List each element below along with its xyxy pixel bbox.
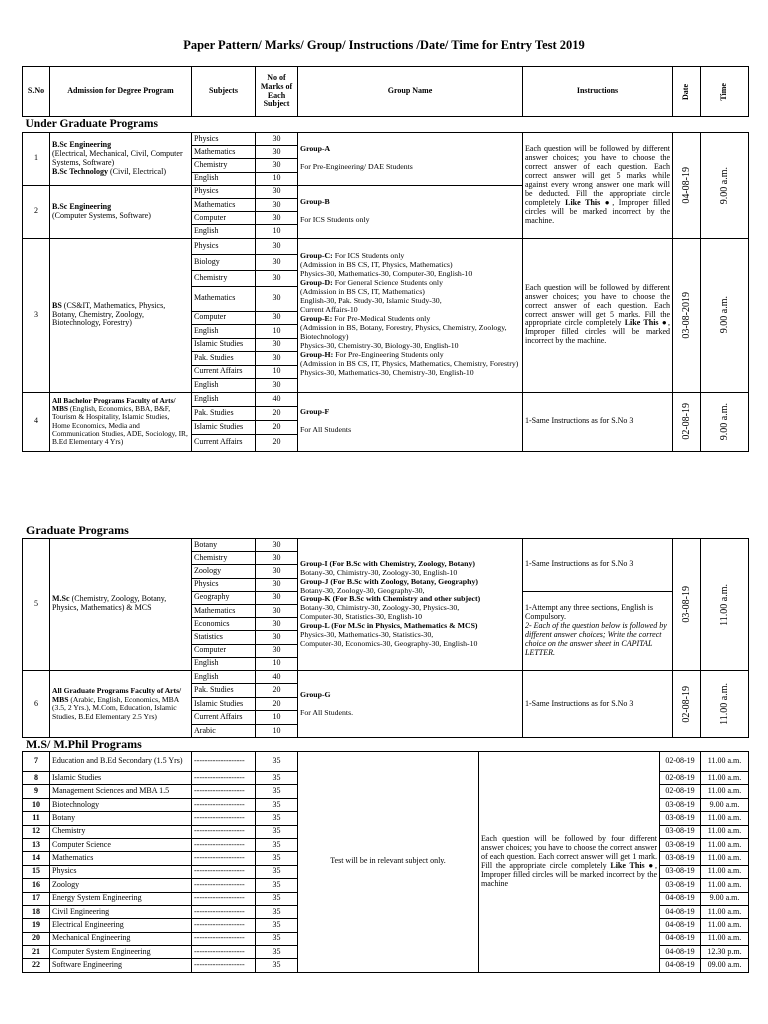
program-detail: (English, Economics, BBA, B&F, Tourism & Hospitality, Islamic Studies, Home Economics, Media and Communication Studies, ADE, Sociology, IR, B.Ed Elementary 4 Yrs) bbox=[52, 404, 188, 446]
group-subjects: (Admission in BS CS, IT, Mathematics) bbox=[300, 287, 425, 297]
marks-cell: 30 bbox=[256, 159, 298, 172]
marks-cell: 10 bbox=[256, 711, 298, 725]
sno-cell: 10 bbox=[23, 798, 50, 811]
program-cell bbox=[50, 670, 192, 738]
program-cell: Computer System Engineering bbox=[50, 946, 192, 959]
program-detail: (Civil, Electrical) bbox=[108, 166, 166, 176]
group-subjects: Botany-30, Chimistry-30, Zoology-30, English-10 bbox=[300, 567, 458, 577]
marks-cell: 10 bbox=[256, 325, 298, 339]
marks-cell: 30 bbox=[256, 238, 298, 254]
program-cell bbox=[50, 392, 192, 451]
time-cell: 11.00 a.m. bbox=[701, 825, 749, 838]
program-cell: Energy System Engineering bbox=[50, 892, 192, 905]
program-cell: Software Engineering bbox=[50, 959, 192, 972]
instr-text: 1-Attempt any three sections, English is Compulsory. bbox=[525, 602, 653, 621]
program-cell: Zoology bbox=[50, 879, 192, 892]
marks-cell: 30 bbox=[256, 352, 298, 366]
marks-cell: 30 bbox=[256, 146, 298, 159]
group-cell bbox=[298, 238, 523, 392]
group-title: Group-C: bbox=[300, 251, 333, 261]
program-cell: Islamic Studies bbox=[50, 772, 192, 785]
marks-cell: 35 bbox=[256, 812, 298, 825]
date-cell: 04-08-19 bbox=[660, 905, 701, 918]
sno-cell: 1 bbox=[23, 133, 50, 186]
instructions-cell bbox=[523, 238, 673, 392]
date-cell: 03-08-19 bbox=[660, 825, 701, 838]
program-cell: Civil Engineering bbox=[50, 905, 192, 918]
marks-cell: 30 bbox=[256, 185, 298, 198]
program-cell: Physics bbox=[50, 865, 192, 878]
instructions-cell bbox=[523, 591, 673, 670]
subject-cell: Physics bbox=[192, 578, 256, 591]
subject-cell: Geography bbox=[192, 591, 256, 604]
sno-cell: 5 bbox=[23, 539, 50, 671]
program-name-bold: All Bachelor Programs Faculty of Arts/ MBS bbox=[52, 396, 176, 414]
program-detail: (Computer Systems, Software) bbox=[52, 210, 151, 220]
marks-cell: 30 bbox=[256, 338, 298, 352]
subject-cell: Chemistry bbox=[192, 270, 256, 286]
table-row bbox=[23, 539, 749, 552]
instr-text: , Improper filled circles will be marked incorrect by the machine. bbox=[525, 318, 671, 346]
sno-cell: 7 bbox=[23, 752, 50, 772]
marks-cell: 35 bbox=[256, 879, 298, 892]
marks-cell: 35 bbox=[256, 865, 298, 878]
time-cell: 11.00 a.m. bbox=[701, 932, 749, 945]
marks-cell: 30 bbox=[256, 133, 298, 146]
subject-cell: Arabic bbox=[192, 724, 256, 738]
instr-text: Each question will be followed by different answer choices; you have to choose the correct answer of each question. Each correct answer will get 5 marks. Fill the appropriate circle completely bbox=[525, 282, 670, 328]
date-cell: 03-08-19 bbox=[673, 539, 701, 671]
graduate-table bbox=[22, 538, 749, 738]
program-cell bbox=[50, 185, 192, 238]
sno-cell: 15 bbox=[23, 865, 50, 878]
sno-cell: 4 bbox=[23, 392, 50, 451]
header-time: Time bbox=[701, 67, 749, 117]
group-subjects: Physics-30, Mathematics-30, Chemistry-30, English-10 bbox=[300, 367, 474, 377]
subject-cell: ------------------- bbox=[192, 919, 256, 932]
marks-cell: 30 bbox=[256, 631, 298, 644]
sno-cell: 18 bbox=[23, 905, 50, 918]
group-subjects: Physics-30, Mathematics-30, Statistics-30, bbox=[300, 630, 434, 640]
group-subjects: English-30, Pak. Study-30, Islamic Study-30, bbox=[300, 296, 442, 306]
subject-cell: Mathematics bbox=[192, 286, 256, 311]
group-title: Group-G bbox=[300, 689, 331, 699]
subject-cell: ------------------- bbox=[192, 932, 256, 945]
marks-cell: 35 bbox=[256, 892, 298, 905]
group-subjects: Physics-30, Chemistry-30, Biology-30, English-10 bbox=[300, 340, 459, 350]
program-name-bold: BS bbox=[52, 300, 62, 310]
subject-cell: English bbox=[192, 392, 256, 406]
program-detail: (CS&IT, Mathematics, Physics, Botany, Chemistry, Zoology, Biotechnology, Forestry) bbox=[52, 300, 166, 328]
subject-cell: English bbox=[192, 670, 256, 684]
sno-cell: 16 bbox=[23, 879, 50, 892]
group-subjects: (Admission in BS CS, IT, Physics, Mathematics) bbox=[300, 260, 453, 270]
marks-cell: 30 bbox=[256, 212, 298, 225]
marks-cell: 20 bbox=[256, 684, 298, 698]
instr-text: 1-Same Instructions as for S.No 3 bbox=[525, 698, 634, 708]
program-cell: Mathematics bbox=[50, 852, 192, 865]
instr-text: , Improper filled circles will be marked incorrect by the machine bbox=[481, 860, 657, 888]
group-subjects: (Admission in BS CS, IT, Physics, Mathematics, Chemistry, Forestry) bbox=[300, 358, 519, 368]
group-desc: For Pre-Medical Students only bbox=[332, 314, 431, 323]
instructions-cell bbox=[523, 133, 673, 239]
subject-cell: Islamic Studies bbox=[192, 697, 256, 711]
subject-cell: ------------------- bbox=[192, 798, 256, 811]
group-desc: For All Students. bbox=[300, 707, 354, 717]
instr-text: 1-Same Instructions as for S.No 3 bbox=[525, 559, 634, 569]
group-subjects: Computer-30, Economics-30, Geography-30, English-10 bbox=[300, 639, 478, 649]
sno-cell: 14 bbox=[23, 852, 50, 865]
marks-cell: 20 bbox=[256, 406, 298, 420]
subject-cell: Physics bbox=[192, 133, 256, 146]
program-cell bbox=[50, 539, 192, 671]
marks-cell: 10 bbox=[256, 365, 298, 379]
time-cell: 11.00 a.m. bbox=[701, 905, 749, 918]
sno-cell: 3 bbox=[23, 238, 50, 392]
marks-cell: 30 bbox=[256, 591, 298, 604]
date-cell: 02-08-19 bbox=[673, 392, 701, 451]
instr-emphasis: Like This ● bbox=[565, 197, 613, 207]
group-title: Group-E: bbox=[300, 314, 333, 323]
subject-cell: Mathematics bbox=[192, 604, 256, 617]
subject-cell: ------------------- bbox=[192, 825, 256, 838]
group-title: Group-H: bbox=[300, 349, 334, 359]
mphil-table bbox=[22, 751, 749, 973]
group-desc: For General Science Students only bbox=[332, 278, 443, 288]
instructions-cell bbox=[523, 670, 673, 738]
table-row bbox=[23, 392, 749, 406]
program-cell: Electrical Engineering bbox=[50, 919, 192, 932]
instr-emphasis: Like This ● bbox=[610, 860, 655, 870]
time-cell: 11.00 a.m. bbox=[701, 772, 749, 785]
program-name-bold: M.Sc bbox=[52, 594, 70, 604]
section-heading-grad: Graduate Programs bbox=[26, 523, 129, 537]
marks-cell: 20 bbox=[256, 420, 298, 434]
subject-cell: Pak. Studies bbox=[192, 406, 256, 420]
program-name-bold: B.Sc Technology bbox=[52, 166, 109, 176]
time-cell: 9.00 a.m. bbox=[701, 238, 749, 392]
group-title: Group-I (For B.Sc with Chemistry, Zoology, Botany) bbox=[300, 558, 475, 568]
group-title: Group-F bbox=[300, 407, 330, 417]
program-name-bold: B.Sc Engineering bbox=[52, 139, 112, 149]
marks-cell: 40 bbox=[256, 392, 298, 406]
marks-cell: 35 bbox=[256, 946, 298, 959]
subject-cell: ------------------- bbox=[192, 838, 256, 851]
group-subjects: Botany-30, Chimistry-30, Zoology-30, Physics-30, bbox=[300, 603, 460, 613]
marks-cell: 30 bbox=[256, 565, 298, 578]
group-desc: For Pre-Engineering/ DAE Students bbox=[300, 162, 413, 172]
subject-cell: Statistics bbox=[192, 631, 256, 644]
subject-cell: Current Affairs bbox=[192, 434, 256, 451]
subject-cell: ------------------- bbox=[192, 879, 256, 892]
header-group: Group Name bbox=[298, 67, 523, 117]
time-cell: 9.00 a.m. bbox=[701, 798, 749, 811]
subject-cell: Islamic Studies bbox=[192, 338, 256, 352]
group-title: Group-J (For B.Sc with Zoology, Botany, Geography) bbox=[300, 576, 478, 586]
marks-cell: 30 bbox=[256, 539, 298, 552]
group-title: Group-L (For M.Sc in Physics, Mathematics & MCS) bbox=[300, 621, 478, 631]
date-cell: 02-08-19 bbox=[660, 785, 701, 798]
group-subjects: (Admission in BS, Botany, Forestry, Physics, Chemistry, Zoology, Biotechnology) bbox=[300, 322, 507, 341]
date-cell: 03-08-19 bbox=[660, 852, 701, 865]
header-program: Admission for Degree Program bbox=[50, 67, 192, 117]
sno-cell: 19 bbox=[23, 919, 50, 932]
group-desc: For ICS Students only bbox=[300, 215, 370, 225]
header-date: Date bbox=[673, 67, 701, 117]
subject-cell: Pak. Studies bbox=[192, 684, 256, 698]
program-detail: (Chemistry, Zoology, Botany, Physics, Mathematics) & MCS bbox=[52, 594, 167, 613]
date-cell: 04-08-19 bbox=[660, 919, 701, 932]
sno-cell: 8 bbox=[23, 772, 50, 785]
date-cell: 04-08-19 bbox=[660, 932, 701, 945]
subject-cell: ------------------- bbox=[192, 959, 256, 972]
marks-cell: 35 bbox=[256, 838, 298, 851]
program-cell: Computer Science bbox=[50, 838, 192, 851]
section-heading-mphil: M.S/ M.Phil Programs bbox=[26, 737, 142, 751]
subject-cell: ------------------- bbox=[192, 785, 256, 798]
subject-cell: Computer bbox=[192, 311, 256, 325]
group-title: Group-D: bbox=[300, 278, 333, 288]
marks-cell: 35 bbox=[256, 825, 298, 838]
group-cell bbox=[298, 670, 523, 738]
time-cell: 9.00 a.m. bbox=[701, 392, 749, 451]
subject-cell: Computer bbox=[192, 644, 256, 657]
marks-cell: 35 bbox=[256, 785, 298, 798]
subject-cell: Biology bbox=[192, 254, 256, 270]
subject-cell: Mathematics bbox=[192, 198, 256, 211]
instructions-cell bbox=[479, 752, 660, 973]
group-subjects: Current Affairs-10 bbox=[300, 305, 358, 315]
time-cell: 11.00 a.m. bbox=[701, 852, 749, 865]
date-cell: 04-08-19 bbox=[660, 892, 701, 905]
instructions-cell bbox=[523, 539, 673, 592]
date-cell: 02-08-19 bbox=[660, 772, 701, 785]
time-cell: 11.00 a.m. bbox=[701, 838, 749, 851]
sno-cell: 12 bbox=[23, 825, 50, 838]
subject-cell: ------------------- bbox=[192, 946, 256, 959]
subject-cell: Mathematics bbox=[192, 146, 256, 159]
date-cell: 03-08-19 bbox=[660, 838, 701, 851]
date-cell: 04-08-19 bbox=[660, 959, 701, 972]
table-row bbox=[23, 133, 749, 146]
group-title: Group-K (For B.Sc with Chemistry and other subject) bbox=[300, 594, 481, 604]
time-cell: 11.00 a.m. bbox=[701, 785, 749, 798]
marks-cell: 30 bbox=[256, 286, 298, 311]
marks-cell: 30 bbox=[256, 379, 298, 393]
sno-cell: 2 bbox=[23, 185, 50, 238]
marks-cell: 30 bbox=[256, 578, 298, 591]
time-cell: 11.00 a.m. bbox=[701, 919, 749, 932]
time-cell: 11.00 a.m. bbox=[701, 670, 749, 738]
program-cell bbox=[50, 238, 192, 392]
subject-cell: Current Affairs bbox=[192, 711, 256, 725]
instr-emphasis: Like This ● bbox=[624, 318, 669, 328]
marks-cell: 35 bbox=[256, 959, 298, 972]
marks-cell: 10 bbox=[256, 172, 298, 185]
subject-cell: Chemistry bbox=[192, 159, 256, 172]
time-cell: 9.00 a.m. bbox=[701, 133, 749, 239]
subject-cell: ------------------- bbox=[192, 752, 256, 772]
program-cell bbox=[50, 133, 192, 186]
date-cell: 03-08-19 bbox=[660, 865, 701, 878]
marks-cell: 30 bbox=[256, 618, 298, 631]
group-cell bbox=[298, 392, 523, 451]
subject-cell: English bbox=[192, 325, 256, 339]
marks-cell: 30 bbox=[256, 254, 298, 270]
instructions-cell bbox=[523, 392, 673, 451]
date-cell: 03-08-19 bbox=[660, 879, 701, 892]
header-subjects: Subjects bbox=[192, 67, 256, 117]
group-desc: For Pre-Engineering Students only bbox=[333, 349, 444, 359]
marks-cell: 10 bbox=[256, 225, 298, 238]
marks-cell: 35 bbox=[256, 752, 298, 772]
date-cell: 02-08-19 bbox=[660, 752, 701, 772]
table-row bbox=[23, 238, 749, 254]
marks-cell: 40 bbox=[256, 670, 298, 684]
instr-text: 1-Same Instructions as for S.No 3 bbox=[525, 416, 634, 426]
date-cell: 03-08-19 bbox=[660, 812, 701, 825]
instr-text: Each question will be followed by different answer choices; you have to choose the correct answer of each question. Each correct answer will get 5 marks while against every wrong answer one mark will be deducted. Fill the appropriate circle completely bbox=[525, 143, 670, 207]
table-row bbox=[23, 670, 749, 684]
group-cell bbox=[298, 185, 523, 238]
time-cell: 11.00 a.m. bbox=[701, 539, 749, 671]
group-desc: For All Students bbox=[300, 424, 352, 434]
marks-cell: 30 bbox=[256, 311, 298, 325]
group-desc: For ICS Students only bbox=[332, 251, 405, 261]
date-cell: 03-08-19 bbox=[660, 798, 701, 811]
marks-cell: 20 bbox=[256, 697, 298, 711]
subject-cell: English bbox=[192, 379, 256, 393]
group-cell bbox=[298, 539, 523, 671]
time-cell: 11.00 a.m. bbox=[701, 812, 749, 825]
time-cell: 11.00 a.m. bbox=[701, 865, 749, 878]
group-subjects: Botany-30, Zoology-30, Geography-30, bbox=[300, 585, 425, 595]
subject-cell: English bbox=[192, 225, 256, 238]
marks-cell: 35 bbox=[256, 852, 298, 865]
subject-cell: Computer bbox=[192, 212, 256, 225]
program-detail: (Arabic, English, Economics, MBA (3.5, 2 Yrs.), M.Com, Education, Islamic Studies, B.Ed Elementary 2.5 Yrs) bbox=[52, 694, 179, 721]
time-cell: 11.00 a.m. bbox=[701, 879, 749, 892]
program-name-bold: B.Sc Engineering bbox=[52, 201, 112, 211]
program-cell: Management Sciences and MBA 1.5 bbox=[50, 785, 192, 798]
group-title: Group-A bbox=[300, 144, 331, 154]
subject-cell: English bbox=[192, 657, 256, 670]
subject-cell: ------------------- bbox=[192, 865, 256, 878]
subject-cell: Chemistry bbox=[192, 552, 256, 565]
header-instructions: Instructions bbox=[523, 67, 673, 117]
sno-cell: 11 bbox=[23, 812, 50, 825]
sno-cell: 21 bbox=[23, 946, 50, 959]
group-subjects: Physics-30, Mathematics-30, Computer-30, English-10 bbox=[300, 269, 473, 279]
group-cell: Test will be in relevant subject only. bbox=[298, 752, 479, 973]
instr-text: 2- Each of the question below is followed by different answer choices; Write the correct choice on the answer sheet in CAPITAL LETTER. bbox=[525, 620, 667, 657]
marks-cell: 30 bbox=[256, 198, 298, 211]
table-row bbox=[23, 752, 749, 772]
sno-cell: 6 bbox=[23, 670, 50, 738]
marks-cell: 30 bbox=[256, 270, 298, 286]
marks-cell: 30 bbox=[256, 552, 298, 565]
sno-cell: 17 bbox=[23, 892, 50, 905]
time-cell: 09.00 a.m. bbox=[701, 959, 749, 972]
sno-cell: 22 bbox=[23, 959, 50, 972]
marks-cell: 35 bbox=[256, 772, 298, 785]
program-cell: Biotechnology bbox=[50, 798, 192, 811]
subject-cell: Islamic Studies bbox=[192, 420, 256, 434]
instr-text: , Improper filled circles will be marked incorrect by the machine. bbox=[525, 197, 670, 225]
time-cell: 11.00 a.m. bbox=[701, 752, 749, 772]
sno-cell: 20 bbox=[23, 932, 50, 945]
subject-cell: Economics bbox=[192, 618, 256, 631]
program-cell: Mechanical Engineering bbox=[50, 932, 192, 945]
subject-cell: ------------------- bbox=[192, 772, 256, 785]
subject-cell: Zoology bbox=[192, 565, 256, 578]
page-title: Paper Pattern/ Marks/ Group/ Instructions /Date/ Time for Entry Test 2019 bbox=[183, 38, 585, 52]
date-cell: 04-08-19 bbox=[660, 946, 701, 959]
time-cell: 9.00 a.m. bbox=[701, 892, 749, 905]
header-row bbox=[23, 67, 749, 117]
header-marks: No of Marks of Each Subject bbox=[256, 67, 298, 117]
sno-cell: 9 bbox=[23, 785, 50, 798]
program-name-bold: All Graduate Programs Faculty of Arts/ MBS bbox=[52, 686, 182, 704]
marks-cell: 20 bbox=[256, 434, 298, 451]
marks-cell: 35 bbox=[256, 798, 298, 811]
marks-cell: 35 bbox=[256, 905, 298, 918]
sno-cell: 13 bbox=[23, 838, 50, 851]
subject-cell: Pak. Studies bbox=[192, 352, 256, 366]
group-title: Group-B bbox=[300, 197, 330, 207]
marks-cell: 10 bbox=[256, 724, 298, 738]
subject-cell: Physics bbox=[192, 185, 256, 198]
subject-cell: ------------------- bbox=[192, 892, 256, 905]
time-cell: 12.30 p.m. bbox=[701, 946, 749, 959]
subject-cell: Botany bbox=[192, 539, 256, 552]
marks-cell: 30 bbox=[256, 604, 298, 617]
marks-cell: 10 bbox=[256, 657, 298, 670]
section-heading-ug: Under Graduate Programs bbox=[23, 117, 749, 133]
program-detail: (Electrical, Mechanical, Civil, Computer Systems, Software) bbox=[52, 148, 183, 167]
subject-cell: ------------------- bbox=[192, 852, 256, 865]
subject-cell: Physics bbox=[192, 238, 256, 254]
marks-cell: 35 bbox=[256, 919, 298, 932]
group-subjects: Computer-30, Statistics-30, English-10 bbox=[300, 612, 422, 622]
undergraduate-table bbox=[22, 66, 749, 452]
date-cell: 04-08-19 bbox=[673, 133, 701, 239]
program-cell: Chemistry bbox=[50, 825, 192, 838]
header-sno: S.No bbox=[23, 67, 50, 117]
group-cell bbox=[298, 133, 523, 186]
subject-cell: ------------------- bbox=[192, 812, 256, 825]
instr-text: Each question will be followed by four different answer choices; you have to choose the correct answer of each question. Each correct answer will get 1 mark. Fill the appropriate circle completely bbox=[481, 834, 657, 870]
date-cell: 02-08-19 bbox=[673, 670, 701, 738]
subject-cell: English bbox=[192, 172, 256, 185]
subject-cell: ------------------- bbox=[192, 905, 256, 918]
marks-cell: 30 bbox=[256, 644, 298, 657]
subject-cell: Current Affairs bbox=[192, 365, 256, 379]
program-cell: Botany bbox=[50, 812, 192, 825]
program-cell: Education and B.Ed Secondary (1.5 Yrs) bbox=[50, 752, 192, 772]
marks-cell: 35 bbox=[256, 932, 298, 945]
date-cell: 03-08-2019 bbox=[673, 238, 701, 392]
